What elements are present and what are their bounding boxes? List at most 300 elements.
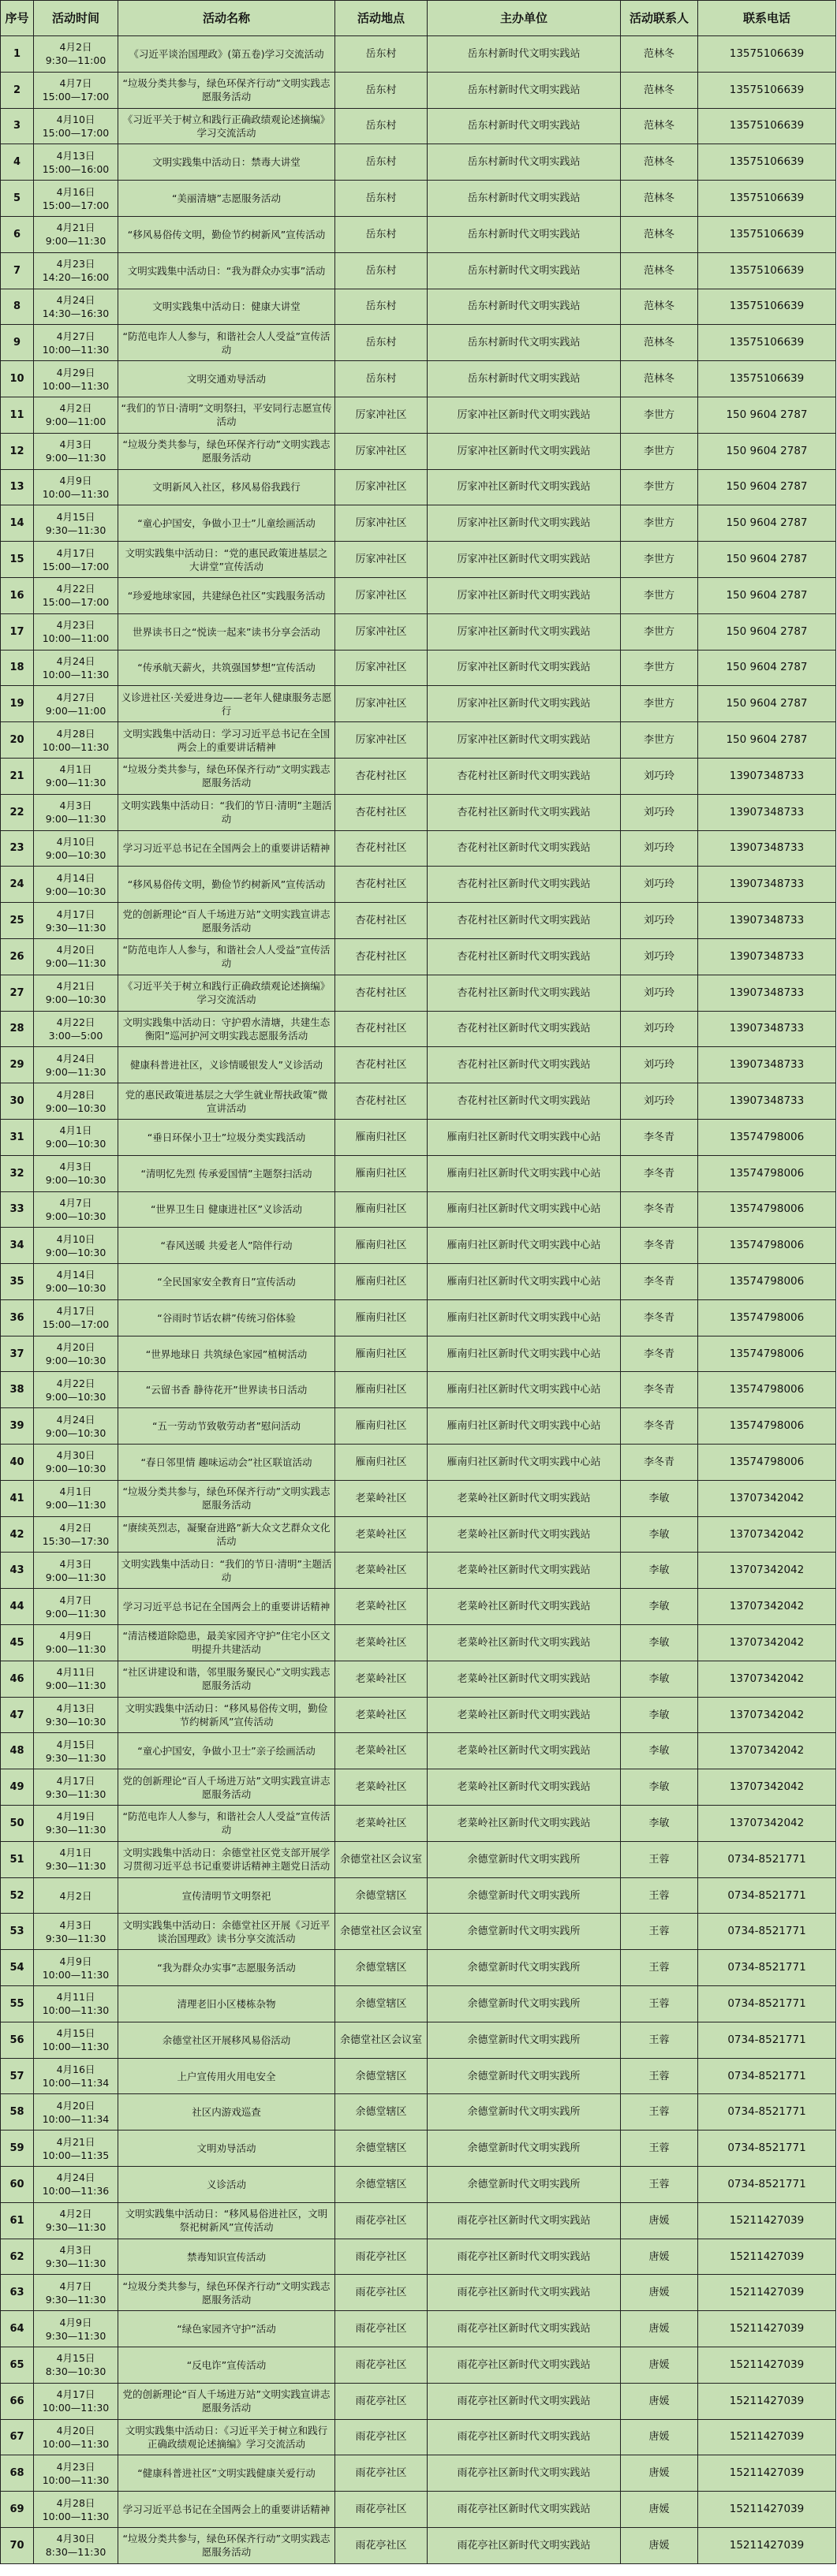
cell-time: 4月19日 9:30—11:30	[34, 1806, 118, 1842]
cell-serial: 68	[1, 2455, 34, 2492]
cell-serial: 22	[1, 794, 34, 830]
table-row	[1, 2455, 836, 2492]
cell-serial: 19	[1, 686, 34, 722]
cell-organizer: 老菜岭社区新时代文明实践站	[428, 1589, 621, 1625]
table-row	[1, 2275, 836, 2311]
cell-serial: 21	[1, 758, 34, 794]
cell-time: 4月13日 15:00—16:00	[34, 144, 118, 181]
table-row	[1, 1119, 836, 1155]
cell-activity-name: “反电诈”宣传活动	[118, 2347, 335, 2384]
cell-location: 老菜岭社区	[335, 1769, 428, 1806]
table-row	[1, 1661, 836, 1697]
cell-contact: 刘巧玲	[621, 1011, 698, 1047]
cell-organizer: 杏花村社区新时代文明实践站	[428, 758, 621, 794]
table-row	[1, 2094, 836, 2131]
table-row	[1, 1083, 836, 1120]
cell-location: 厉家冲社区	[335, 722, 428, 759]
cell-activity-name: “春风送暖 共爱老人”陪伴行动	[118, 1228, 335, 1264]
cell-phone: 13907348733	[698, 903, 836, 939]
cell-location: 雨花亭社区	[335, 2492, 428, 2528]
cell-serial: 61	[1, 2202, 34, 2239]
cell-location: 余德堂辖区	[335, 1950, 428, 1986]
table-row	[1, 2239, 836, 2275]
cell-organizer: 岳东村新时代文明实践站	[428, 108, 621, 144]
cell-phone: 150 9604 2787	[698, 469, 836, 505]
cell-organizer: 杏花村社区新时代文明实践站	[428, 1047, 621, 1083]
cell-location: 雁南归社区	[335, 1155, 428, 1191]
cell-serial: 16	[1, 577, 34, 613]
cell-contact: 唐媛	[621, 2347, 698, 2384]
cell-serial: 28	[1, 1011, 34, 1047]
table-row	[1, 1733, 836, 1769]
cell-time: 4月17日 9:30—11:30	[34, 903, 118, 939]
cell-location: 余德堂辖区	[335, 2058, 428, 2094]
cell-contact: 王蓉	[621, 2094, 698, 2131]
table-row	[1, 2202, 836, 2239]
cell-organizer: 厉家冲社区新时代文明实践站	[428, 577, 621, 613]
cell-contact: 李世方	[621, 686, 698, 722]
cell-serial: 6	[1, 216, 34, 252]
cell-activity-name: “童心护国安，争做小卫士”亲子绘画活动	[118, 1733, 335, 1769]
cell-time: 4月13日 9:30—10:30	[34, 1697, 118, 1733]
cell-serial: 5	[1, 181, 34, 217]
cell-organizer: 雨花亭社区新时代文明实践站	[428, 2275, 621, 2311]
table-row	[1, 1625, 836, 1661]
cell-time: 4月3日 9:00—11:30	[34, 794, 118, 830]
cell-location: 杏花村社区	[335, 975, 428, 1011]
cell-serial: 49	[1, 1769, 34, 1806]
cell-time: 4月10日 9:00—10:30	[34, 830, 118, 867]
cell-serial: 58	[1, 2094, 34, 2131]
cell-phone: 15211427039	[698, 2275, 836, 2311]
cell-organizer: 岳东村新时代文明实践站	[428, 181, 621, 217]
cell-serial: 69	[1, 2492, 34, 2528]
cell-activity-name: “移风易俗传文明，勤俭节约树新风”宣传活动	[118, 867, 335, 903]
table-row	[1, 2131, 836, 2167]
cell-serial: 67	[1, 2419, 34, 2455]
cell-serial: 47	[1, 1697, 34, 1733]
cell-organizer: 雨花亭社区新时代文明实践站	[428, 2347, 621, 2384]
cell-time: 4月29日 10:00—11:30	[34, 361, 118, 397]
table-row	[1, 1445, 836, 1481]
cell-activity-name: 世界读书日之“悦读一起来”读书分享会活动	[118, 613, 335, 650]
cell-organizer: 雁南归社区新时代文明实践中心站	[428, 1264, 621, 1300]
cell-serial: 20	[1, 722, 34, 759]
table-row	[1, 1986, 836, 2022]
cell-phone: 15211427039	[698, 2419, 836, 2455]
cell-organizer: 雨花亭社区新时代文明实践站	[428, 2419, 621, 2455]
cell-time: 4月30日 9:00—10:30	[34, 1445, 118, 1481]
cell-activity-name: “绿色家园齐守护”活动	[118, 2311, 335, 2347]
cell-location: 老菜岭社区	[335, 1589, 428, 1625]
cell-time: 4月30日 8:30—11:30	[34, 2527, 118, 2563]
cell-phone: 13574798006	[698, 1299, 836, 1336]
cell-location: 老菜岭社区	[335, 1661, 428, 1697]
cell-time: 4月9日 10:00—11:30	[34, 1950, 118, 1986]
cell-contact: 刘巧玲	[621, 867, 698, 903]
cell-location: 岳东村	[335, 252, 428, 289]
table-row	[1, 361, 836, 397]
cell-location: 余德堂辖区	[335, 1986, 428, 2022]
cell-serial: 8	[1, 289, 34, 325]
cell-organizer: 杏花村社区新时代文明实践站	[428, 1011, 621, 1047]
cell-contact: 李世方	[621, 505, 698, 542]
cell-contact: 李敏	[621, 1480, 698, 1516]
cell-phone: 15211427039	[698, 2383, 836, 2419]
cell-location: 老菜岭社区	[335, 1733, 428, 1769]
cell-contact: 李敏	[621, 1516, 698, 1553]
cell-time: 4月21日 9:00—11:30	[34, 216, 118, 252]
table-row	[1, 1589, 836, 1625]
cell-phone: 13707342042	[698, 1480, 836, 1516]
cell-phone: 13907348733	[698, 1011, 836, 1047]
cell-location: 厉家冲社区	[335, 505, 428, 542]
cell-phone: 150 9604 2787	[698, 433, 836, 469]
cell-organizer: 老菜岭社区新时代文明实践站	[428, 1733, 621, 1769]
cell-contact: 李冬青	[621, 1372, 698, 1408]
cell-organizer: 余德堂新时代文明实践所	[428, 1841, 621, 1877]
cell-serial: 3	[1, 108, 34, 144]
cell-serial: 24	[1, 867, 34, 903]
cell-location: 厉家冲社区	[335, 686, 428, 722]
cell-activity-name: 义诊进社区·关爱进身边——老年人健康服务志愿行	[118, 686, 335, 722]
cell-serial: 29	[1, 1047, 34, 1083]
table-row	[1, 2492, 836, 2528]
cell-activity-name: 文明实践集中活动日：“我们的节日·清明”主题活动	[118, 794, 335, 830]
cell-activity-name: 文明实践集中活动日：“移风易俗进社区，文明祭祀树新风”宣传活动	[118, 2202, 335, 2239]
cell-phone: 13575106639	[698, 36, 836, 73]
cell-phone: 13907348733	[698, 867, 836, 903]
cell-time: 4月2日 9:30—11:00	[34, 36, 118, 73]
cell-serial: 31	[1, 1119, 34, 1155]
cell-organizer: 雁南归社区新时代文明实践中心站	[428, 1191, 621, 1228]
table-row	[1, 2383, 836, 2419]
cell-organizer: 杏花村社区新时代文明实践站	[428, 830, 621, 867]
cell-activity-name: 清理老旧小区楼栋杂物	[118, 1986, 335, 2022]
cell-time: 4月20日 9:00—10:30	[34, 1336, 118, 1372]
cell-location: 厉家冲社区	[335, 577, 428, 613]
cell-time: 4月24日 9:00—10:30	[34, 1408, 118, 1445]
cell-phone: 0734-8521771	[698, 2022, 836, 2058]
cell-time: 4月20日 10:00—11:30	[34, 2419, 118, 2455]
cell-organizer: 雁南归社区新时代文明实践中心站	[428, 1445, 621, 1481]
header-location: 活动地点	[335, 1, 428, 36]
table-row	[1, 1480, 836, 1516]
cell-time: 4月10日 15:00—17:00	[34, 108, 118, 144]
cell-activity-name: 《习近平关于树立和践行正确政绩观论述摘编》学习交流活动	[118, 108, 335, 144]
cell-organizer: 雨花亭社区新时代文明实践站	[428, 2527, 621, 2563]
cell-phone: 13575106639	[698, 181, 836, 217]
cell-time: 4月2日 9:00—11:00	[34, 397, 118, 433]
cell-serial: 30	[1, 1083, 34, 1120]
cell-organizer: 老菜岭社区新时代文明实践站	[428, 1516, 621, 1553]
cell-contact: 李敏	[621, 1806, 698, 1842]
cell-contact: 范林冬	[621, 108, 698, 144]
cell-location: 余德堂辖区	[335, 2167, 428, 2203]
cell-contact: 刘巧玲	[621, 938, 698, 975]
table-row	[1, 650, 836, 686]
cell-organizer: 老菜岭社区新时代文明实践站	[428, 1480, 621, 1516]
cell-location: 杏花村社区	[335, 830, 428, 867]
cell-organizer: 老菜岭社区新时代文明实践站	[428, 1661, 621, 1697]
cell-location: 雁南归社区	[335, 1445, 428, 1481]
cell-phone: 13575106639	[698, 108, 836, 144]
header-activity-name: 活动名称	[118, 1, 335, 36]
cell-phone: 15211427039	[698, 2347, 836, 2384]
table-row	[1, 830, 836, 867]
cell-contact: 范林冬	[621, 361, 698, 397]
table-body	[1, 36, 836, 2564]
cell-organizer: 老菜岭社区新时代文明实践站	[428, 1553, 621, 1589]
cell-phone: 13574798006	[698, 1372, 836, 1408]
cell-phone: 13575106639	[698, 72, 836, 108]
cell-phone: 13574798006	[698, 1191, 836, 1228]
cell-serial: 55	[1, 1986, 34, 2022]
cell-activity-name: 文明劝导活动	[118, 2131, 335, 2167]
cell-serial: 51	[1, 1841, 34, 1877]
table-row	[1, 36, 836, 73]
cell-serial: 40	[1, 1445, 34, 1481]
cell-serial: 37	[1, 1336, 34, 1372]
table-row	[1, 867, 836, 903]
cell-contact: 范林冬	[621, 252, 698, 289]
cell-phone: 13574798006	[698, 1155, 836, 1191]
cell-activity-name: “美丽清塘”志愿服务活动	[118, 181, 335, 217]
cell-activity-name: “防范电诈人人参与，和谐社会人人受益”宣传活动	[118, 325, 335, 361]
cell-serial: 23	[1, 830, 34, 867]
cell-time: 4月28日 10:00—11:30	[34, 2492, 118, 2528]
table-row	[1, 181, 836, 217]
cell-activity-name: “赓续英烈志，凝聚奋进路”新大众文艺群众文化活动	[118, 1516, 335, 1553]
cell-serial: 43	[1, 1553, 34, 1589]
cell-organizer: 厉家冲社区新时代文明实践站	[428, 433, 621, 469]
table-row	[1, 397, 836, 433]
cell-phone: 13574798006	[698, 1119, 836, 1155]
cell-contact: 刘巧玲	[621, 975, 698, 1011]
cell-location: 厉家冲社区	[335, 397, 428, 433]
cell-activity-name: “传承航天薪火，共筑强国梦想”宣传活动	[118, 650, 335, 686]
cell-serial: 18	[1, 650, 34, 686]
cell-organizer: 雁南归社区新时代文明实践中心站	[428, 1119, 621, 1155]
cell-organizer: 雁南归社区新时代文明实践中心站	[428, 1228, 621, 1264]
cell-serial: 36	[1, 1299, 34, 1336]
cell-location: 雨花亭社区	[335, 2202, 428, 2239]
cell-location: 雨花亭社区	[335, 2239, 428, 2275]
cell-phone: 0734-8521771	[698, 2131, 836, 2167]
cell-organizer: 岳东村新时代文明实践站	[428, 144, 621, 181]
cell-contact: 刘巧玲	[621, 830, 698, 867]
table-row	[1, 1806, 836, 1842]
cell-activity-name: “垃圾分类共参与，绿色环保齐行动”文明实践志愿服务活动	[118, 433, 335, 469]
cell-organizer: 岳东村新时代文明实践站	[428, 216, 621, 252]
cell-phone: 13574798006	[698, 1228, 836, 1264]
table-row	[1, 975, 836, 1011]
cell-serial: 35	[1, 1264, 34, 1300]
header-contact: 活动联系人	[621, 1, 698, 36]
cell-time: 4月23日 14:20—16:00	[34, 252, 118, 289]
cell-activity-name: “童心护国安，争做小卫士”儿童绘画活动	[118, 505, 335, 542]
cell-time: 4月24日 10:00—11:36	[34, 2167, 118, 2203]
cell-contact: 李冬青	[621, 1264, 698, 1300]
table-row	[1, 1914, 836, 1950]
cell-phone: 150 9604 2787	[698, 505, 836, 542]
cell-time: 4月22日 15:00—17:00	[34, 577, 118, 613]
cell-serial: 2	[1, 72, 34, 108]
cell-activity-name: “珍爱地球家园，共建绿色社区”实践服务活动	[118, 577, 335, 613]
cell-organizer: 杏花村社区新时代文明实践站	[428, 975, 621, 1011]
cell-serial: 44	[1, 1589, 34, 1625]
cell-contact: 刘巧玲	[621, 903, 698, 939]
cell-contact: 李敏	[621, 1697, 698, 1733]
cell-contact: 李冬青	[621, 1299, 698, 1336]
table-row	[1, 794, 836, 830]
cell-time: 4月7日 9:30—11:30	[34, 2275, 118, 2311]
cell-activity-name: “防范电诈人人参与，和谐社会人人受益”宣传活动	[118, 1806, 335, 1842]
cell-location: 厉家冲社区	[335, 542, 428, 578]
cell-phone: 13575106639	[698, 361, 836, 397]
cell-contact: 王蓉	[621, 2058, 698, 2094]
cell-activity-name: “云留书香 静待花开”世界读书日活动	[118, 1372, 335, 1408]
cell-activity-name: 文明实践集中活动日：健康大讲堂	[118, 289, 335, 325]
cell-phone: 0734-8521771	[698, 2058, 836, 2094]
cell-time: 4月14日 9:00—10:30	[34, 1264, 118, 1300]
cell-serial: 42	[1, 1516, 34, 1553]
cell-phone: 13574798006	[698, 1264, 836, 1300]
cell-location: 厉家冲社区	[335, 613, 428, 650]
cell-serial: 12	[1, 433, 34, 469]
cell-phone: 13707342042	[698, 1733, 836, 1769]
cell-location: 岳东村	[335, 108, 428, 144]
cell-contact: 李世方	[621, 722, 698, 759]
cell-organizer: 岳东村新时代文明实践站	[428, 72, 621, 108]
cell-organizer: 老菜岭社区新时代文明实践站	[428, 1625, 621, 1661]
cell-contact: 李冬青	[621, 1155, 698, 1191]
cell-location: 雨花亭社区	[335, 2527, 428, 2563]
cell-time: 4月27日 9:00—11:00	[34, 686, 118, 722]
cell-activity-name: 文明实践集中活动日：“我们的节日·清明”主题活动	[118, 1553, 335, 1589]
cell-organizer: 老菜岭社区新时代文明实践站	[428, 1769, 621, 1806]
table-row	[1, 2419, 836, 2455]
header-organizer: 主办单位	[428, 1, 621, 36]
cell-activity-name: 《习近平谈治国理政》(第五卷)学习交流活动	[118, 36, 335, 73]
cell-phone: 150 9604 2787	[698, 542, 836, 578]
cell-contact: 范林冬	[621, 325, 698, 361]
cell-contact: 王蓉	[621, 1877, 698, 1914]
cell-time: 4月20日 9:00—11:30	[34, 938, 118, 975]
cell-organizer: 岳东村新时代文明实践站	[428, 289, 621, 325]
table-row	[1, 1769, 836, 1806]
cell-organizer: 厉家冲社区新时代文明实践站	[428, 613, 621, 650]
cell-organizer: 雨花亭社区新时代文明实践站	[428, 2383, 621, 2419]
cell-contact: 王蓉	[621, 2131, 698, 2167]
cell-time: 4月23日 10:00—11:30	[34, 2455, 118, 2492]
table-row	[1, 577, 836, 613]
cell-serial: 1	[1, 36, 34, 73]
cell-activity-name: “清洁楼道除隐患，最美家园齐守护”住宅小区文明提升共建活动	[118, 1625, 335, 1661]
cell-serial: 4	[1, 144, 34, 181]
cell-time: 4月21日 9:00—10:30	[34, 975, 118, 1011]
cell-contact: 范林冬	[621, 36, 698, 73]
table-row	[1, 216, 836, 252]
cell-phone: 150 9604 2787	[698, 577, 836, 613]
cell-organizer: 余德堂新时代文明实践所	[428, 2058, 621, 2094]
cell-activity-name: “健康科普进社区”文明实践健康关爱行动	[118, 2455, 335, 2492]
cell-contact: 王蓉	[621, 1950, 698, 1986]
cell-time: 4月7日 9:00—10:30	[34, 1191, 118, 1228]
cell-serial: 10	[1, 361, 34, 397]
cell-phone: 150 9604 2787	[698, 722, 836, 759]
cell-serial: 63	[1, 2275, 34, 2311]
cell-contact: 唐媛	[621, 2202, 698, 2239]
cell-phone: 13907348733	[698, 830, 836, 867]
cell-activity-name: 文明实践集中活动日：《习近平关于树立和践行正确政绩观论述摘编》学习交流活动	[118, 2419, 335, 2455]
cell-contact: 王蓉	[621, 1914, 698, 1950]
cell-location: 雨花亭社区	[335, 2419, 428, 2455]
cell-contact: 李敏	[621, 1625, 698, 1661]
cell-phone: 0734-8521771	[698, 2094, 836, 2131]
cell-time: 4月3日 9:00—11:30	[34, 1553, 118, 1589]
cell-contact: 唐媛	[621, 2492, 698, 2528]
cell-location: 岳东村	[335, 289, 428, 325]
cell-phone: 0734-8521771	[698, 1841, 836, 1877]
cell-activity-name: 文明实践集中活动日：“移风易俗传文明，勤俭节约树新风”宣传活动	[118, 1697, 335, 1733]
cell-phone: 13907348733	[698, 975, 836, 1011]
cell-serial: 34	[1, 1228, 34, 1264]
cell-organizer: 余德堂新时代文明实践所	[428, 2094, 621, 2131]
cell-location: 厉家冲社区	[335, 650, 428, 686]
cell-location: 厉家冲社区	[335, 433, 428, 469]
cell-contact: 李冬青	[621, 1336, 698, 1372]
cell-contact: 王蓉	[621, 1841, 698, 1877]
table-row	[1, 505, 836, 542]
cell-time: 4月9日 9:00—11:30	[34, 1625, 118, 1661]
cell-location: 雨花亭社区	[335, 2383, 428, 2419]
cell-activity-name: 党的创新理论“百人千场进万站”文明实践宣讲志愿服务活动	[118, 2383, 335, 2419]
cell-location: 雁南归社区	[335, 1264, 428, 1300]
cell-location: 雁南归社区	[335, 1299, 428, 1336]
table-row	[1, 613, 836, 650]
cell-serial: 15	[1, 542, 34, 578]
cell-phone: 0734-8521771	[698, 1877, 836, 1914]
cell-activity-name: “我们的节日·清明”文明祭扫，平安同行志愿宣传活动	[118, 397, 335, 433]
cell-time: 4月24日 10:00—11:30	[34, 650, 118, 686]
cell-organizer: 厉家冲社区新时代文明实践站	[428, 650, 621, 686]
cell-activity-name: 学习习近平总书记在全国两会上的重要讲话精神	[118, 1589, 335, 1625]
table-row	[1, 903, 836, 939]
cell-contact: 李世方	[621, 397, 698, 433]
cell-activity-name: 文明实践集中活动日：“党的惠民政策进基层之大讲堂”宣传活动	[118, 542, 335, 578]
cell-time: 4月15日 8:30—10:30	[34, 2347, 118, 2384]
cell-serial: 17	[1, 613, 34, 650]
cell-phone: 15211427039	[698, 2492, 836, 2528]
table-row	[1, 758, 836, 794]
cell-activity-name: 党的惠民政策进基层之大学生就业帮扶政策”微宣讲活动	[118, 1083, 335, 1120]
cell-location: 雁南归社区	[335, 1191, 428, 1228]
cell-phone: 13707342042	[698, 1769, 836, 1806]
cell-activity-name: “谷雨时节话农耕”传统习俗体验	[118, 1299, 335, 1336]
cell-time: 4月3日 9:30—11:30	[34, 1914, 118, 1950]
cell-phone: 13707342042	[698, 1625, 836, 1661]
cell-location: 岳东村	[335, 181, 428, 217]
cell-location: 老菜岭社区	[335, 1516, 428, 1553]
cell-time: 4月15日 9:30—11:30	[34, 505, 118, 542]
cell-time: 4月21日 10:00—11:35	[34, 2131, 118, 2167]
table-row	[1, 1697, 836, 1733]
cell-organizer: 雨花亭社区新时代文明实践站	[428, 2311, 621, 2347]
table-row	[1, 433, 836, 469]
cell-organizer: 厉家冲社区新时代文明实践站	[428, 722, 621, 759]
cell-time: 4月24日 9:00—11:30	[34, 1047, 118, 1083]
